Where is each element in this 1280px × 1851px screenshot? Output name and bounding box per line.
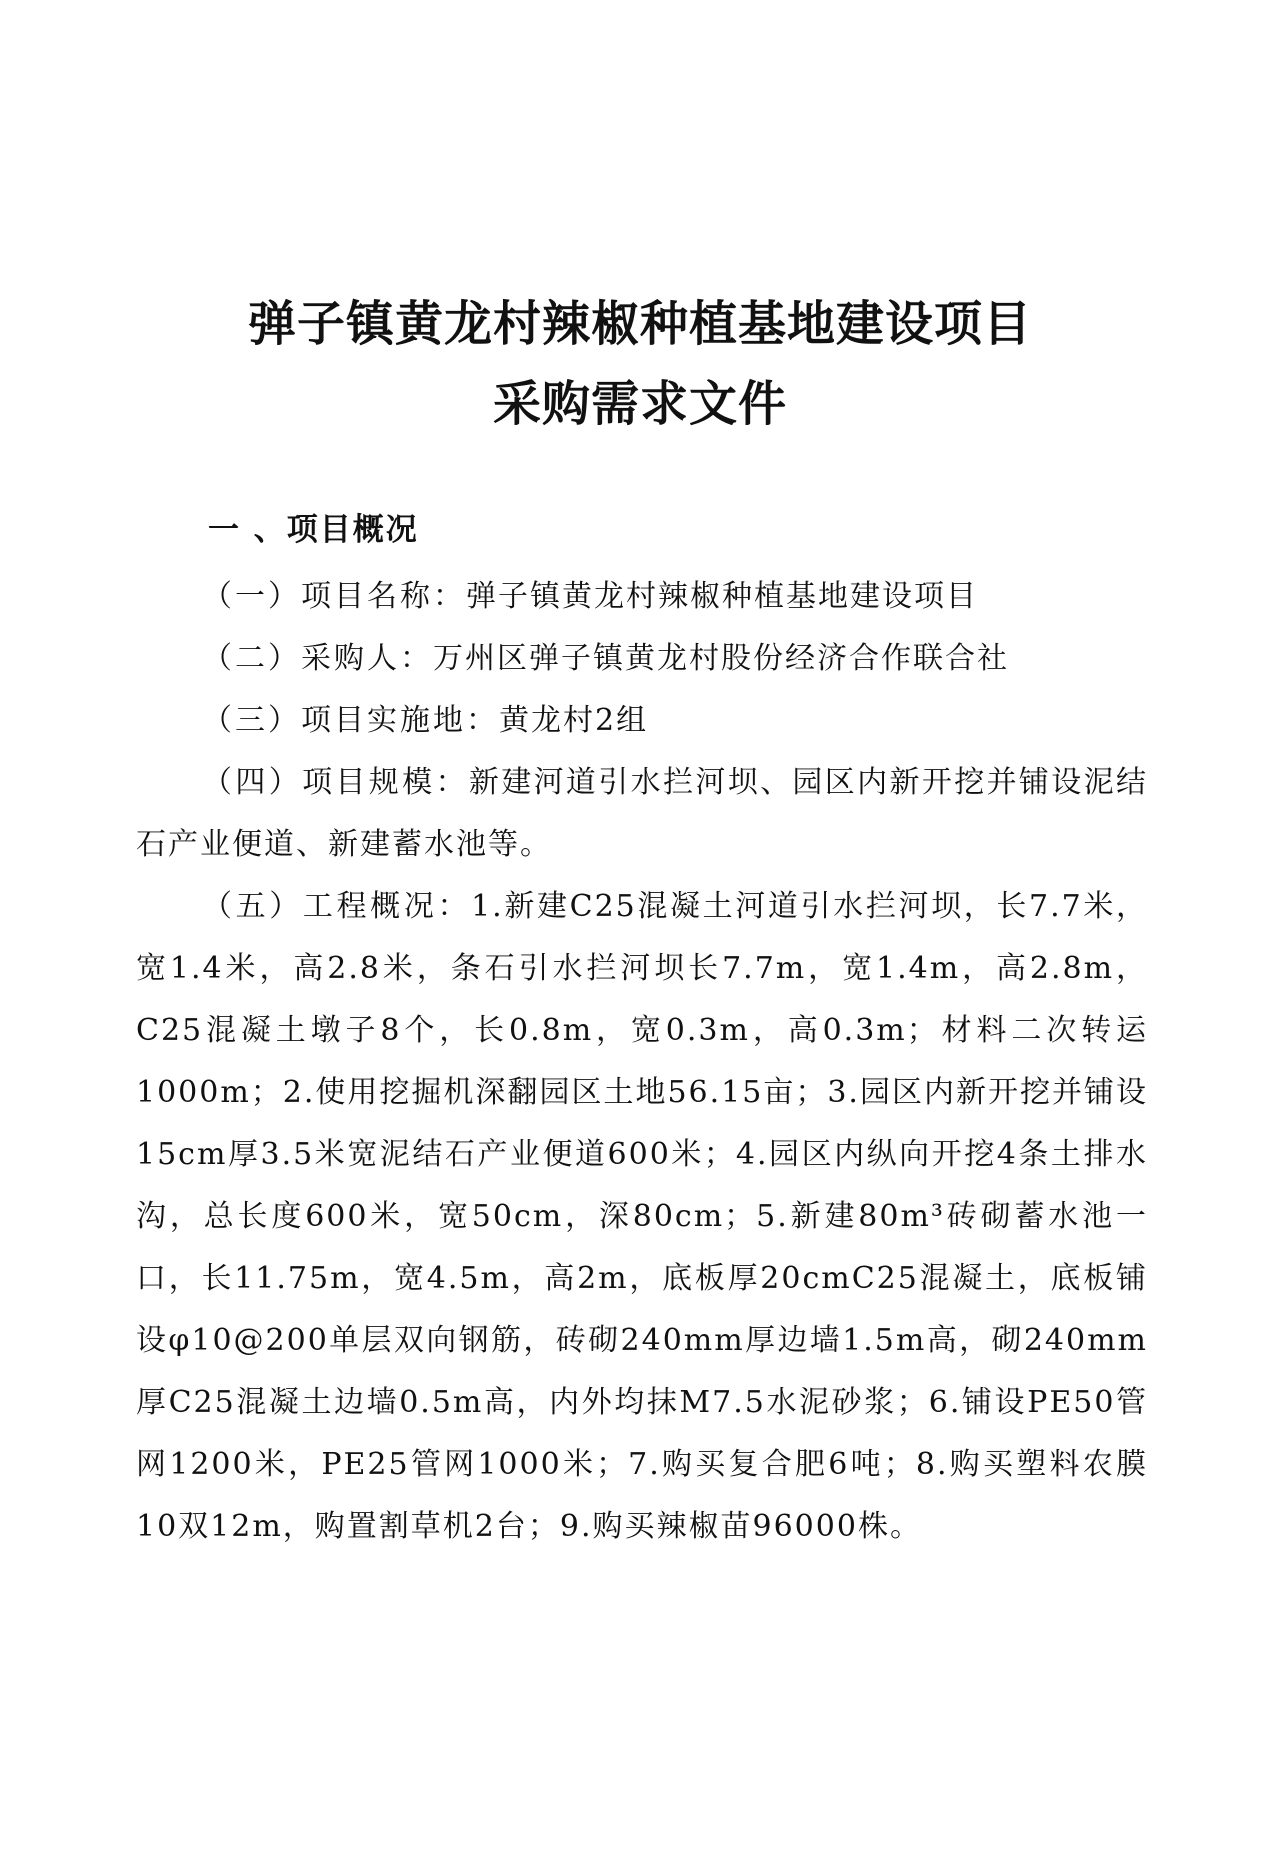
section-heading-project-overview: 一 、项目概况 — [208, 512, 419, 548]
item-text: 弹子镇黄龙村辣椒种植基地建设项目 — [466, 579, 978, 614]
item-project-name — [136, 566, 1148, 628]
item-project-scale — [136, 752, 1148, 876]
item-implementation-site — [136, 690, 1148, 752]
item-text: 新建河道引水拦河坝、园区内新开挖并铺设泥结石产业便道、新建蓄水池等。 — [136, 765, 1149, 862]
item-purchaser — [136, 628, 1148, 690]
item-text: 黄龙村2组 — [499, 703, 649, 738]
item-label: （二）采购人： — [202, 641, 433, 676]
item-label: （一）项目名称： — [202, 579, 466, 614]
document-title-line2: 采购需求文件 — [492, 376, 787, 432]
item-text: 万州区弹子镇黄龙村股份经济合作联合社 — [433, 641, 1009, 676]
item-label: （五）工程概况： — [202, 889, 472, 924]
item-label: （三）项目实施地： — [202, 703, 499, 738]
section-body — [136, 566, 1148, 1558]
item-label: （四）项目规模： — [202, 765, 469, 800]
item-engineering-overview — [136, 876, 1148, 1558]
item-text: 1.新建C25混凝土河道引水拦河坝，长7.7米，宽1.4米，高2.8米，条石引水拦河坝长7.7m，宽1.4m，高2.8m，C25混凝土墩子8个，长0.8m，宽0.3m，高0.3m；材料二次转运1000m；2.使用挖掘机深翻园区土地56.15亩；3.园区内新开挖并铺设15cm厚3.5米宽泥结石产业便道600米；4.园区内纵向开挖4条土排水沟，总长度600米，宽50cm，深80cm；5.新建80m³砖砌蓄水池一口，长11.75m，宽4.5m，高2m，底板厚20cmC25混凝土，底板铺设φ10@200单层双向钢筋，砖砌240mm厚边墙1.5m高，砌240mm厚C25混凝土边墙0.5m高，内外均抹M7.5水泥砂浆；6.铺设PE50管网1200米，PE25管网1000米；7.购买复合肥6吨；8.购买塑料农膜10双12m，购置割草机2台；9.购买辣椒苗96000株。 — [136, 889, 1148, 1544]
document-title-line1: 弹子镇黄龙村辣椒种植基地建设项目 — [247, 296, 1032, 352]
